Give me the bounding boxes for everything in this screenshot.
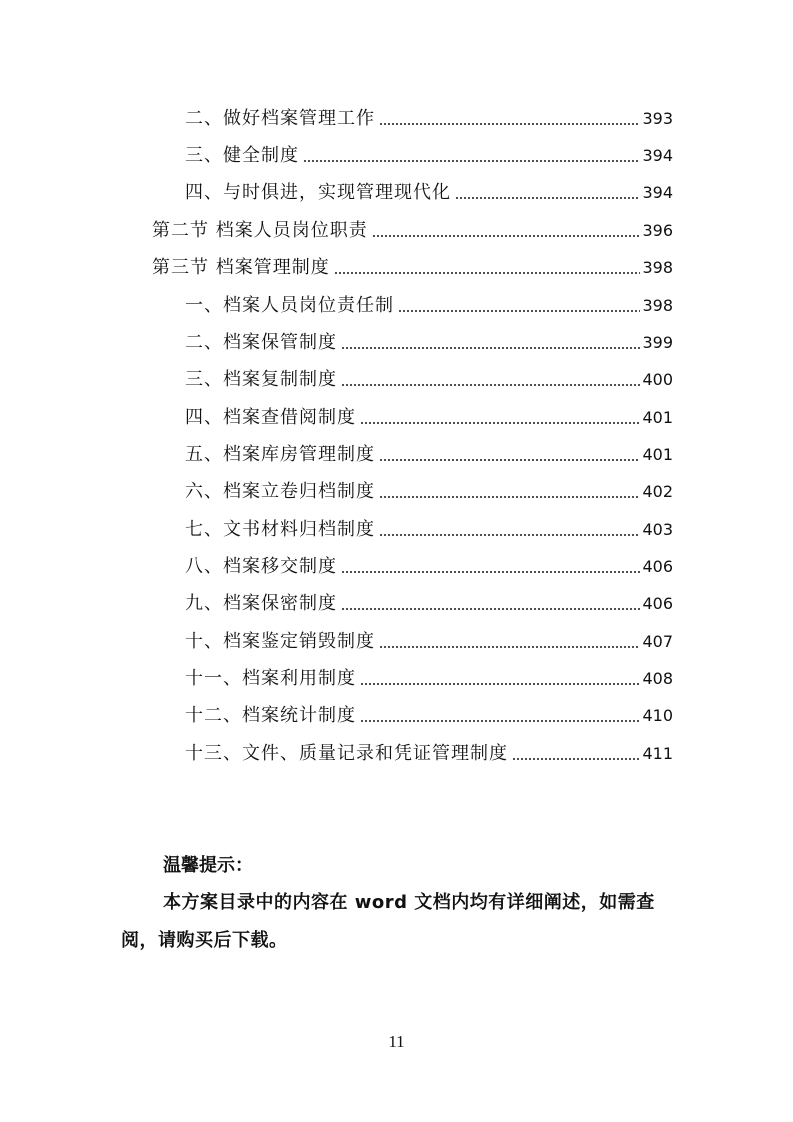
toc-entry-page: 401 bbox=[642, 445, 673, 464]
toc-leader-dots bbox=[334, 272, 641, 274]
toc-entry-page: 394 bbox=[642, 146, 673, 165]
toc-entry-label: 九、档案保密制度 bbox=[185, 593, 337, 614]
toc-entry[interactable] bbox=[185, 180, 673, 206]
toc-entry-page: 401 bbox=[642, 408, 673, 427]
toc-entry-label: 四、档案查借阅制度 bbox=[185, 407, 356, 428]
notice-body: 本方案目录中的内容在 word 文档内均有详细阐述，如需查阅，请购买后下载。 bbox=[121, 892, 655, 951]
toc-leader-dots bbox=[512, 758, 640, 760]
page-number: 11 bbox=[388, 1032, 405, 1051]
toc-leader-dots bbox=[341, 571, 640, 573]
toc-entry[interactable] bbox=[185, 479, 673, 505]
toc-entry-page: 402 bbox=[642, 482, 673, 501]
toc-entry-label: 三、档案复制制度 bbox=[185, 369, 337, 390]
toc-entry-page: 410 bbox=[642, 706, 673, 725]
toc-entry-label: 十、档案鉴定销毁制度 bbox=[185, 631, 375, 652]
toc-entry[interactable] bbox=[185, 293, 673, 319]
toc-entry-label: 五、档案库房管理制度 bbox=[185, 444, 375, 465]
toc-section-entry[interactable] bbox=[152, 255, 673, 281]
toc-entry-page: 411 bbox=[642, 744, 673, 763]
toc-entry-label: 二、档案保管制度 bbox=[185, 332, 337, 353]
toc-entry-page: 408 bbox=[642, 669, 673, 688]
toc-entry-label: 一、档案人员岗位责任制 bbox=[185, 295, 394, 316]
toc-entry[interactable] bbox=[185, 405, 673, 431]
toc-entry[interactable] bbox=[185, 106, 673, 132]
toc-leader-dots bbox=[379, 534, 640, 536]
notice-title: 温馨提示： bbox=[163, 855, 253, 876]
toc-entry[interactable] bbox=[185, 629, 673, 655]
toc-entry-page: 400 bbox=[642, 370, 673, 389]
toc-entry[interactable] bbox=[185, 703, 673, 729]
toc-leader-dots bbox=[341, 608, 640, 610]
toc-leader-dots bbox=[398, 310, 640, 312]
toc-entry-page: 403 bbox=[642, 520, 673, 539]
toc-leader-dots bbox=[341, 347, 640, 349]
toc-entry[interactable] bbox=[185, 554, 673, 580]
toc-leader-dots bbox=[372, 235, 641, 237]
toc-entry-page: 393 bbox=[642, 109, 673, 128]
toc-entry-label: 三、健全制度 bbox=[185, 145, 299, 166]
toc-entry-page: 396 bbox=[642, 221, 673, 240]
toc-entry[interactable] bbox=[185, 367, 673, 393]
toc-entry[interactable] bbox=[185, 591, 673, 617]
toc-entry-label: 四、与时俱进，实现管理现代化 bbox=[185, 182, 451, 203]
toc-entry-page: 406 bbox=[642, 557, 673, 576]
toc-entry-label: 二、做好档案管理工作 bbox=[185, 108, 375, 129]
toc-entry-label: 十二、档案统计制度 bbox=[185, 705, 356, 726]
toc-leader-dots bbox=[379, 646, 640, 648]
toc-entry-page: 394 bbox=[642, 183, 673, 202]
toc-entry[interactable] bbox=[185, 741, 673, 767]
toc-leader-dots bbox=[303, 160, 640, 162]
toc-entry-page: 398 bbox=[642, 258, 673, 277]
toc-section-entry[interactable] bbox=[152, 218, 673, 244]
toc-entry[interactable] bbox=[185, 143, 673, 169]
toc-leader-dots bbox=[360, 683, 640, 685]
toc-entry-page: 399 bbox=[642, 333, 673, 352]
toc-entry-label: 十三、文件、质量记录和凭证管理制度 bbox=[185, 743, 508, 764]
toc-entry-label: 七、文书材料归档制度 bbox=[185, 519, 375, 540]
toc-leader-dots bbox=[455, 197, 640, 199]
toc-entry[interactable] bbox=[185, 330, 673, 356]
toc-leader-dots bbox=[379, 459, 640, 461]
toc-entry-label: 十一、档案利用制度 bbox=[185, 668, 356, 689]
toc-leader-dots bbox=[360, 422, 640, 424]
toc-entry-page: 398 bbox=[642, 296, 673, 315]
toc-entry[interactable] bbox=[185, 666, 673, 692]
toc-entry-label: 六、档案立卷归档制度 bbox=[185, 481, 375, 502]
toc-leader-dots bbox=[379, 123, 640, 125]
toc-leader-dots bbox=[341, 384, 640, 386]
toc-leader-dots bbox=[360, 720, 640, 722]
toc-entry[interactable] bbox=[185, 517, 673, 543]
toc-leader-dots bbox=[379, 496, 640, 498]
toc-entry-page: 407 bbox=[642, 632, 673, 651]
toc-entry-label: 八、档案移交制度 bbox=[185, 556, 337, 577]
toc-entry[interactable] bbox=[185, 442, 673, 468]
toc-entry-label: 第二节 档案人员岗位职责 bbox=[152, 220, 368, 241]
toc-entry-label: 第三节 档案管理制度 bbox=[152, 257, 330, 278]
toc-entry-page: 406 bbox=[642, 594, 673, 613]
